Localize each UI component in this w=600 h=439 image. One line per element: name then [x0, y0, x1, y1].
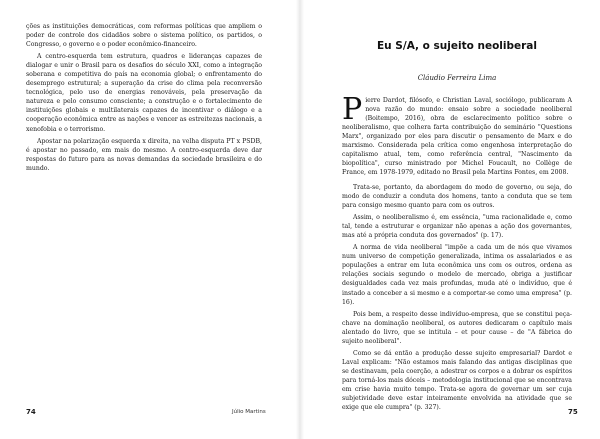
right-paragraph-1: Trata-se, portanto, da abordagem do modo de governo, ou seja, do modo de conduzir a conduta dos homens, tanto a conduta que se tem para consigo mesmo quanto para com os outros. — [342, 184, 572, 210]
left-page — [0, 0, 298, 439]
left-page-body — [26, 22, 262, 173]
page-number-left: 74 — [26, 408, 36, 416]
left-paragraph-3: Apostar na polarização esquerda x direita, na velha disputa PT x PSDB, é apostar no passado, em mais do mesmo. A centro-esquerda deve dar respostas do futuro para as novas demandas da sociedade brasileira e do mundo. — [26, 137, 262, 172]
drop-cap: P — [342, 92, 363, 127]
page-number-right: 75 — [568, 408, 578, 416]
left-paragraph-1: ções as instituições democráticas, com reformas políticas que ampliem o poder de controle dos cidadãos sobre o sistema político, os partidos, o Congresso, o governo e o poder econômico-financeiro. — [26, 23, 262, 49]
right-paragraph-3: A norma de vida neoliberal "impõe a cada um de nós que vivamos num universo de competição generalizada, intima os assalariados e as populações a entrar em luta econômica uns com os outros, ordena as relações sociais segundo o modelo de mercado, obriga a justificar desigualdades cada vez mais profundas, muda até o indivíduo, que é instado a conceber a si mesmo e a comportar-se como uma empresa" (p. 16). — [342, 244, 572, 306]
right-page-body — [342, 183, 572, 412]
left-paragraph-2: A centro-esquerda tem estrutura, quadros e lideranças capazes de dialogar e unir o Brasil para os desafios do século XXI, como a integração soberana e competitiva do país na economia global; o enfrentamento do desemprego estrutural; a superação da crise do clima pela reconversão tecnológica, pelo uso de energias renováveis, pela preservação da natureza e pelo consumo consciente; a construção e o fortalecimento de instituições globais e multilaterais capazes de incentivar o diálogo e a cooperação econômica entre as nações e vencer as estreitezas nacionais, a xenofobia e o terrorismo. — [26, 53, 262, 133]
running-head: Júlio Martins — [232, 409, 266, 415]
right-paragraph-5: Como se dá então a produção desse sujeito empresarial? Dardot e Laval explicam: "Não estamos mais falando das antigas disciplinas que se destinavam, pela coerção, a adestrar os corpos e a dobrar os espíritos para torná-los mais dóceis – metodologia institucional que se encontrava em crise havia muito tempo. Trata-se agora de governar um ser cuja subjetividade deve estar inteiramente envolvida na atividade que se exige que ele cumpra" (p. 327). — [342, 349, 572, 412]
chapter-title: Eu S/A, o sujeito neoliberal — [377, 40, 537, 52]
right-paragraph-4: Pois bem, a respeito desse indivíduo-empresa, que se constitui peça-chave na dominação neoliberal, os autores dedicaram o capítulo mais alentado do livro, que se intitula – et pour cause – de "A fábrica do sujeito neoliberal". — [342, 310, 572, 345]
opening-paragraph-text: ierre Dardot, filósofo, e Christian Laval, sociólogo, publicaram A nova razão do mundo: ensaio sobre a sociedade neoliberal (Boitempo, 2016), obra de esclarecimento político sobre o neoliberalismo, que colhera farta contribuição do seminário "Questions Marx", organizado por eles para discutir o pensamento de Marx e do marxismo. Considerada pela crítica como engenhosa interpretação do capitalismo atual, tem, como referência central, "Nascimento da biopolítica", curso ministrado por Michel Foucault, no Collège de France, em 1978-1979, editado no Brasil pela Martins Fontes, em 2008. — [342, 97, 572, 177]
right-paragraph-2: Assim, o neoliberalismo é, em essência, "uma racionalidade e, como tal, tende a estruturar e organizar não apenas a ação dos governantes, mas até a própria conduta dos governados" (p. 17). — [342, 214, 572, 240]
opening-paragraph — [342, 92, 572, 177]
author-name: Cláudio Ferreira Lima — [417, 74, 497, 82]
